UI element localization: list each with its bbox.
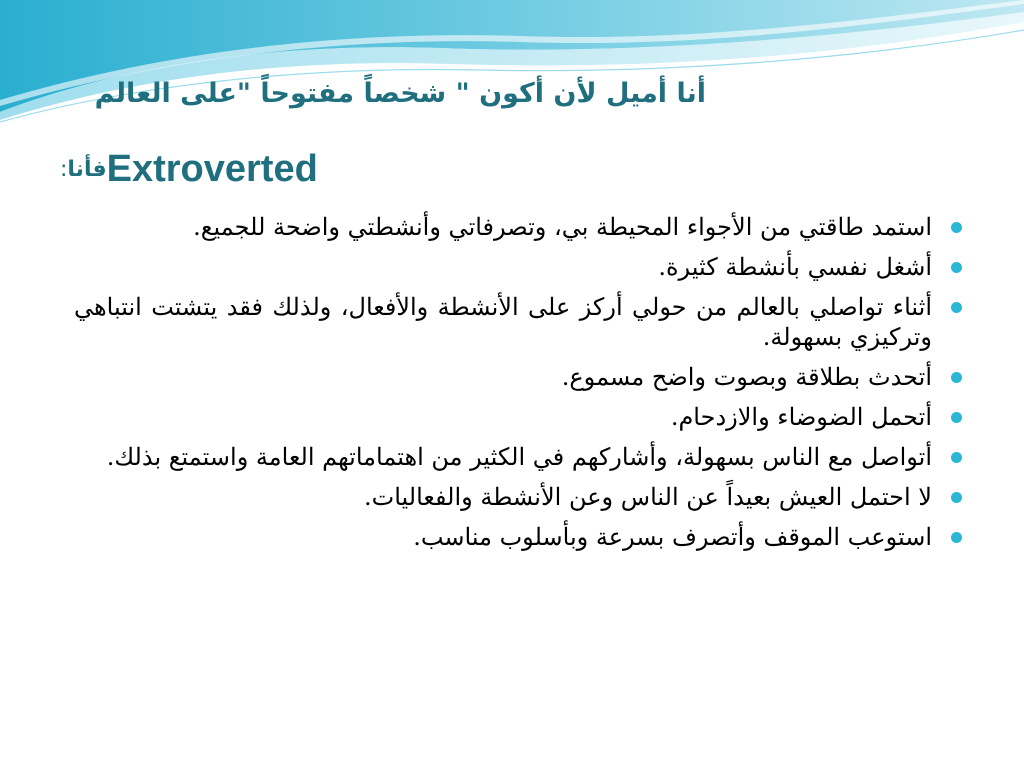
bullet-item [74,292,964,352]
bullet-item [74,252,964,282]
bullet-dot-icon [951,492,962,503]
bullet-dot-icon [951,372,962,383]
bullet-text: أتحدث بطلاقة وبصوت واضح مسموع. [561,363,932,391]
bullet-dot-icon [951,262,962,273]
bullet-item [74,482,964,512]
bullet-text: استوعب الموقف وأتصرف بسرعة وبأسلوب مناسب. [413,523,932,551]
bullet-item [74,522,964,552]
bullet-text: استمد طاقتي من الأجواء المحيطة بي، وتصرفاتي وأنشطتي واضحة للجميع. [193,213,932,241]
subtitle-arabic: فأنا [67,157,107,182]
bullet-dot-icon [951,452,962,463]
bullet-text: أثناء تواصلي بالعالم من حولي أركز على الأنشطة والأفعال، ولذلك فقد يتشتت انتباهي وتركيزي بسهولة. [74,293,932,351]
bullet-item [74,402,964,432]
bullet-text: أشغل نفسي بأنشطة كثيرة. [658,253,932,281]
bullet-dot-icon [951,222,962,233]
bullet-item [74,212,964,242]
slide-title: أنا أميل لأن أكون " شخصاً مفتوحاً "على العالم [94,78,706,109]
bullet-text: أتواصل مع الناس بسهولة، وأشاركهم في الكثير من اهتماماتهم العامة واستمتع بذلك. [106,443,932,471]
bullet-text: لا احتمل العيش بعيداً عن الناس وعن الأنشطة والفعاليات. [364,483,932,511]
bullet-item [74,362,964,392]
bullet-list [74,212,964,562]
bullet-dot-icon [951,302,962,313]
bullet-text: أتحمل الضوضاء والازدحام. [670,403,932,431]
bullet-dot-icon [951,412,962,423]
slide-subtitle [60,148,318,191]
subtitle-english: Extroverted [106,148,318,190]
wave-decoration [0,0,1024,130]
bullet-dot-icon [951,532,962,543]
bullet-item [74,442,964,472]
subtitle-colon: : [60,157,68,182]
